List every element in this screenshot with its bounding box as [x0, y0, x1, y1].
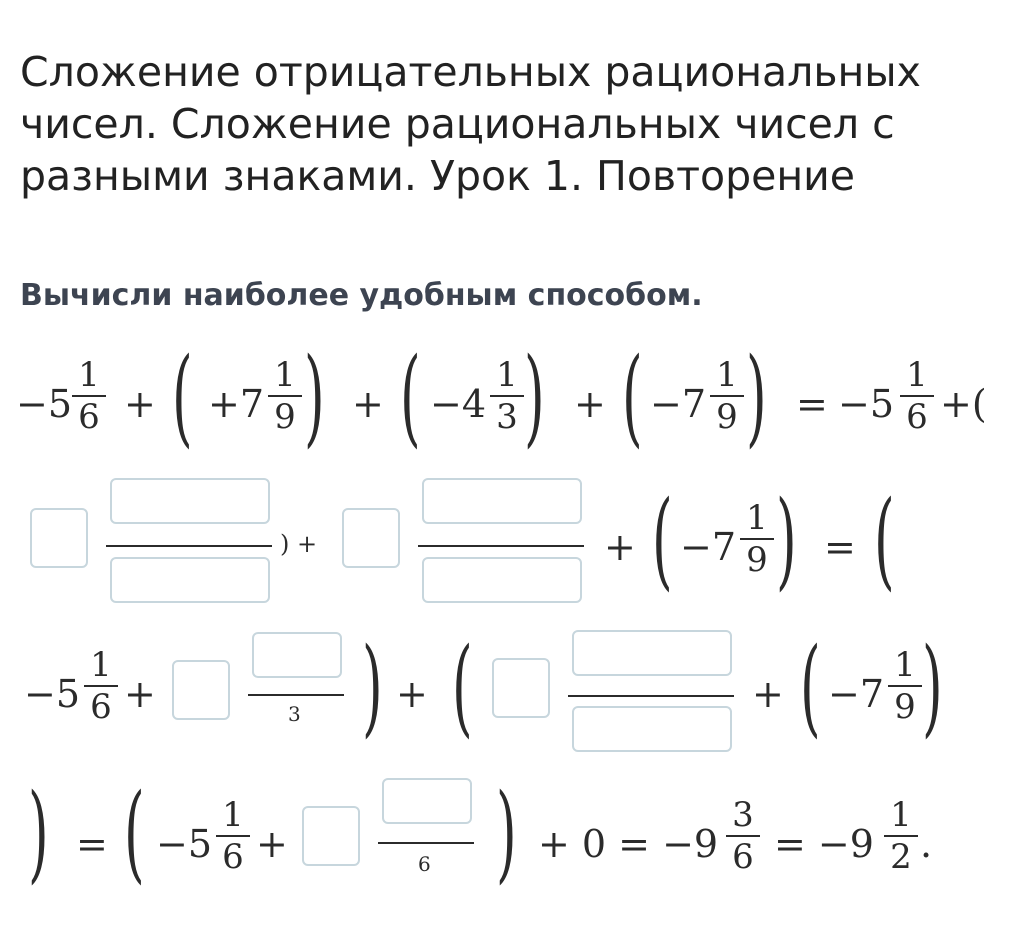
mixed-whole: −5: [156, 822, 213, 866]
left-paren: (: [622, 335, 643, 458]
mixed-whole: +7: [208, 382, 265, 426]
right-paren: ): [524, 335, 545, 458]
left-paren: (: [800, 625, 821, 748]
fraction-bar: [106, 545, 272, 547]
mixed-whole: −7: [828, 672, 885, 716]
fraction: 1 6: [72, 357, 106, 435]
left-paren: (: [652, 478, 673, 601]
mixed-whole: −5: [838, 382, 895, 426]
plus-sign: +: [352, 382, 384, 426]
denominator-input[interactable]: [422, 557, 582, 603]
whole-input[interactable]: [342, 508, 400, 568]
fraction: 1 9: [740, 500, 774, 578]
whole-input[interactable]: [302, 806, 360, 866]
right-paren: ): [362, 625, 383, 748]
fraction: 1 6: [84, 647, 118, 725]
plus-sign: +: [604, 525, 636, 569]
plus-sign: +: [574, 382, 606, 426]
plus-sign: +: [396, 672, 428, 716]
left-paren: (: [452, 625, 473, 748]
whole-input[interactable]: [172, 660, 230, 720]
denominator: 6: [418, 852, 431, 876]
equals-sign: =: [796, 382, 828, 426]
period: .: [920, 822, 933, 866]
left-paren: (: [172, 335, 193, 458]
fraction: 1 9: [710, 357, 744, 435]
close-paren-plus: ) +: [280, 530, 318, 558]
mixed-whole: −4: [430, 382, 487, 426]
numerator-input[interactable]: [422, 478, 582, 524]
denominator: 3: [288, 702, 301, 726]
mixed-whole: −5: [16, 382, 73, 426]
whole-input[interactable]: [492, 658, 550, 718]
fraction: 3 6: [726, 797, 760, 875]
task-instruction: Вычисли наиболее удобным способом.: [20, 278, 703, 313]
denominator-input[interactable]: [572, 706, 732, 752]
fraction: 1 9: [888, 647, 922, 725]
fraction: 1 3: [490, 357, 524, 435]
plus-sign: +: [124, 382, 156, 426]
mixed-whole: −7: [680, 525, 737, 569]
fraction: 1 9: [268, 357, 302, 435]
plus-open-paren: +(: [940, 382, 987, 426]
lesson-title: Сложение отрицательных рациональных чисел. Сложение рациональных чисел с разными знаками. Урок 1. Повторение: [20, 48, 921, 200]
denominator-input[interactable]: [110, 557, 270, 603]
right-paren: ): [28, 771, 49, 894]
equals-sign: =: [824, 525, 856, 569]
mixed-whole: −7: [650, 382, 707, 426]
equals-sign: =: [76, 822, 108, 866]
fraction-bar: [568, 695, 734, 697]
plus-sign: +: [752, 672, 784, 716]
fraction: 1 6: [900, 357, 934, 435]
right-paren: ): [922, 625, 943, 748]
fraction: 1 6: [216, 797, 250, 875]
left-paren: (: [124, 771, 145, 894]
right-paren: ): [746, 335, 767, 458]
numerator-input[interactable]: [382, 778, 472, 824]
whole-input[interactable]: [30, 508, 88, 568]
fraction: 1 2: [884, 797, 918, 875]
numerator-input[interactable]: [252, 632, 342, 678]
left-paren: (: [400, 335, 421, 458]
plus-sign: +: [124, 672, 156, 716]
left-paren: (: [874, 478, 895, 601]
fraction-bar: [378, 842, 474, 844]
expression-tail: + 0 = −9: [538, 822, 719, 866]
mixed-whole: −5: [24, 672, 81, 716]
plus-sign: +: [256, 822, 288, 866]
fraction-bar: [418, 545, 584, 547]
right-paren: ): [776, 478, 797, 601]
fraction-bar: [248, 694, 344, 696]
right-paren: ): [496, 771, 517, 894]
numerator-input[interactable]: [110, 478, 270, 524]
equals-sign: = −9: [774, 822, 874, 866]
right-paren: ): [304, 335, 325, 458]
numerator-input[interactable]: [572, 630, 732, 676]
